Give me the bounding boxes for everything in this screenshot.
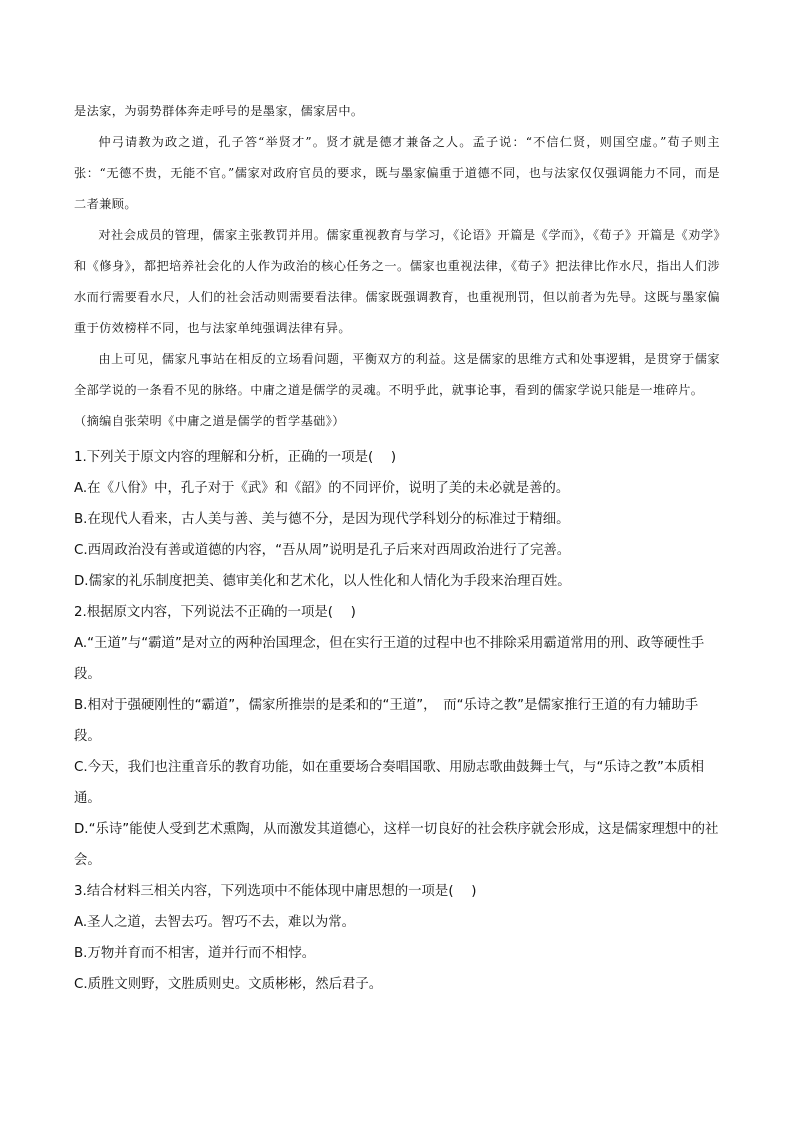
- option-c: C.质胜文则野，文胜质则史。文质彬彬，然后君子。: [74, 977, 383, 992]
- question-stem: 2.根据原文内容，下列说法不正确的一项是( ): [74, 605, 356, 620]
- option-c: C.西周政治没有善或道德的内容，“吾从周”说明是孔子后来对西周政治进行了完善。: [74, 543, 571, 558]
- option-d: D.儒家的礼乐制度把美、德审美化和艺术化，以人性化和人情化为手段来治理百姓。: [74, 574, 571, 589]
- option-a: A.在《八佾》中，孔子对于《武》和《韶》的不同评价，说明了美的未必就是善的。: [74, 481, 570, 496]
- passage-paragraph-1: 是法家，为弱势群体奔走呼号的是墨家，儒家居中。: [74, 104, 364, 118]
- passage-paragraph-3: 对社会成员的管理，儒家主张教罚并用。儒家重视教育与学习，《论语》开篇是《学而》，《荀子》开篇是《劝学》和《修身》，都把培养社会化的人作为政治的核心任务之一。儒家也重视法律，《荀子》把法律比作水尺，指出人们涉水而行需要看水尺，人们的社会活动则需要看法律。儒家既强调教育，也重视刑罚，但以前者为先导。这既与墨家偏重于仿效榜样不同，也与法家单纯强调法律有异。: [74, 228, 720, 335]
- option-a: A.圣人之道，去智去巧。智巧不去，难以为常。: [74, 915, 355, 930]
- option-c: C.今天，我们也注重音乐的教育功能，如在重要场合奏唱国歌、用励志歌曲鼓舞士气，与“乐诗之教”本质相通。: [74, 760, 705, 806]
- option-b: B.万物并育而不相害，道并行而不相悖。: [74, 946, 316, 961]
- passage: [74, 96, 720, 437]
- question-stem: 1.下列关于原文内容的理解和分析，正确的一项是( ): [74, 450, 397, 465]
- option-d: D.“乐诗”能使人受到艺术熏陶，从而激发其道德心，这样一切良好的社会秩序就会形成，这是儒家理想中的社会。: [74, 822, 719, 868]
- passage-source: （摘编自张荣明《中庸之道是儒学的哲学基础》）: [74, 414, 345, 428]
- question-stem: 3.结合材料三相关内容，下列选项中不能体现中庸思想的一项是( ): [74, 884, 477, 899]
- questions: [74, 442, 724, 1000]
- question-1: [74, 442, 724, 597]
- question-2: [74, 597, 724, 876]
- option-a: A.“王道”与“霸道”是对立的两种治国理念，但在实行王道的过程中也不排除采用霸道常用的刑、政等硬性手段。: [74, 636, 705, 682]
- option-b: B.相对于强硬刚性的“霸道”，儒家所推崇的是柔和的“王道”， 而“乐诗之教”是儒家推行王道的有力辅助手段。: [74, 698, 699, 744]
- passage-paragraph-4: 由上可见，儒家凡事站在相反的立场看问题，平衡双方的利益。这是儒家的思维方式和处事逻辑，是贯穿于儒家全部学说的一条看不见的脉络。中庸之道是儒学的灵魂。不明乎此，就事论事，看到的儒家学说只能是一堆碎片。: [74, 352, 720, 397]
- question-3: [74, 876, 724, 1000]
- passage-paragraph-2: 仲弓请教为政之道，孔子答“举贤才”。贤才就是德才兼备之人。孟子说：“不信仁贤，则国空虚。”荀子则主张：“无德不贵，无能不官。”儒家对政府官员的要求，既与墨家偏重于道德不同，也与法家仅仅强调能力不同，而是二者兼顾。: [74, 135, 720, 211]
- option-b: B.在现代人看来，古人美与善、美与德不分，是因为现代学科划分的标准过于精细。: [74, 512, 570, 527]
